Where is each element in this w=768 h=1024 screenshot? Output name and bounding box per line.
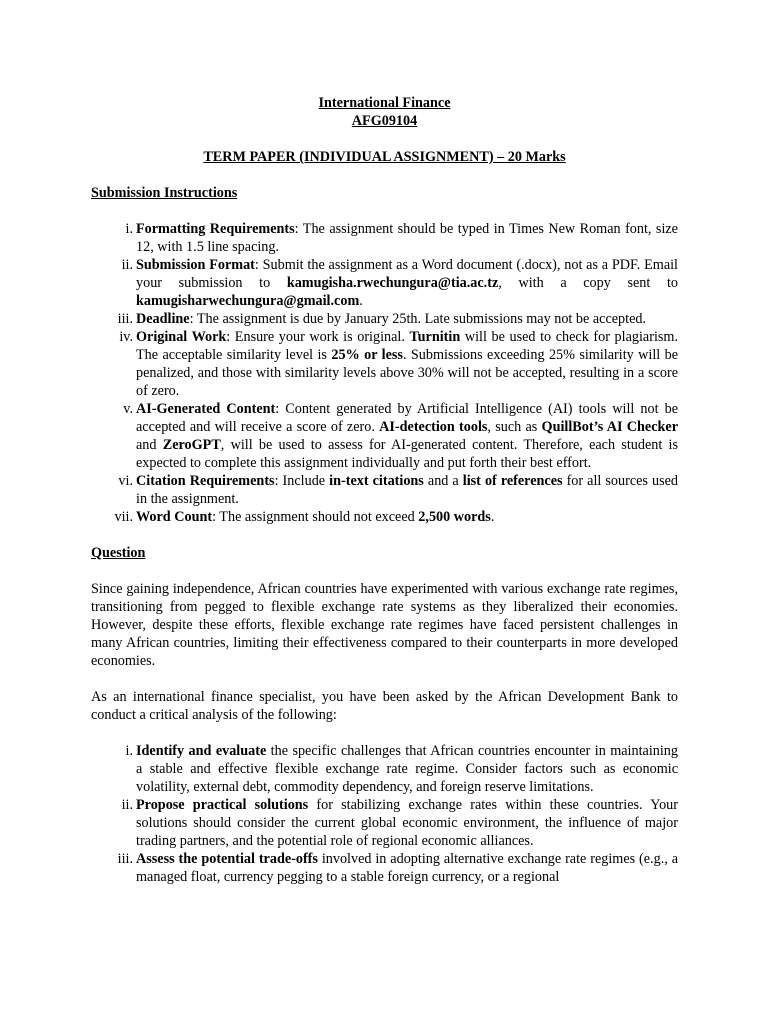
list-item-bold-text: kamugisha.rwechungura@tia.ac.tz bbox=[286, 275, 499, 291]
list-item-number: ii. bbox=[121, 797, 133, 813]
question-heading: Question bbox=[91, 545, 146, 561]
list-item-text: , with a copy sent to bbox=[498, 275, 678, 291]
list-item-text: : Content generated by Artificial Intelligence (AI) tools will not be accepted and will receive a score of zero. bbox=[136, 401, 679, 435]
list-item-number: iii. bbox=[117, 851, 133, 867]
list-item-bold-text: ZeroGPT bbox=[162, 437, 221, 453]
paper-title: TERM PAPER (INDIVIDUAL ASSIGNMENT) – 20 Marks bbox=[203, 149, 566, 165]
list-item-number: i. bbox=[125, 221, 133, 237]
question-tasks-list bbox=[91, 742, 678, 886]
list-item-bold-text: Identify and evaluate bbox=[136, 743, 267, 759]
list-item-bold-text: Propose practical solutions bbox=[136, 797, 309, 813]
list-item-text: , will be used to assess for AI-generated content. Therefore, each student is expected to complete this assignment individually and put forth their best effort. bbox=[136, 437, 678, 471]
list-item-text: and a bbox=[423, 473, 463, 489]
list-item-bold-text: Word Count bbox=[136, 509, 213, 525]
list-item-bold-text: Citation Requirements bbox=[136, 473, 275, 489]
document-body bbox=[91, 94, 678, 886]
list-item-text: : Submit the assignment as a Word document (.docx), not as a PDF. Email your submission to bbox=[136, 257, 678, 291]
list-item-text: : The assignment should not exceed bbox=[212, 509, 419, 525]
list-item bbox=[91, 508, 678, 526]
list-item-text: : Ensure your work is original. bbox=[226, 329, 410, 345]
list-item-text: . bbox=[359, 293, 363, 309]
list-item-text: and bbox=[136, 437, 163, 453]
list-item-bold-text: list of references bbox=[462, 473, 563, 489]
question-paragraph-2: As an international finance specialist, you have been asked by the African Development Bank to conduct a critical analysis of the following: bbox=[91, 689, 678, 723]
list-item bbox=[91, 256, 678, 310]
list-item-bold-text: Deadline bbox=[136, 311, 190, 327]
submission-heading: Submission Instructions bbox=[91, 185, 238, 201]
title-block bbox=[91, 94, 678, 130]
list-item-bold-text: Formatting Requirements bbox=[136, 221, 295, 237]
list-item bbox=[91, 328, 678, 400]
list-item-text: will be used to check for plagiarism. The acceptable similarity level is bbox=[136, 329, 678, 363]
list-item bbox=[91, 796, 678, 850]
list-item-bold-text: in-text citations bbox=[329, 473, 424, 489]
list-item-text: for stabilizing exchange rates within these countries. Your solutions should consider the current global economic environment, the influence of major trading partners, and the potential role of regional economic alliances. bbox=[136, 797, 678, 849]
list-item bbox=[91, 400, 678, 472]
list-item-number: vii. bbox=[114, 509, 133, 525]
list-item-number: ii. bbox=[121, 257, 133, 273]
list-item-text: , such as bbox=[487, 419, 542, 435]
list-item-bold-text: kamugisharwechungura@gmail.com bbox=[136, 293, 360, 309]
submission-instructions-list bbox=[91, 220, 678, 526]
list-item bbox=[91, 220, 678, 256]
list-item-number: v. bbox=[123, 401, 133, 417]
list-item-bold-text: AI-detection tools bbox=[379, 419, 488, 435]
list-item-number: iii. bbox=[117, 311, 133, 327]
list-item bbox=[91, 742, 678, 796]
list-item-text: involved in adopting alternative exchange rate regimes (e.g., a managed float, currency pegging to a stable foreign currency, or a regional bbox=[136, 851, 678, 885]
list-item bbox=[91, 310, 678, 328]
list-item-bold-text: Submission Format bbox=[136, 257, 255, 273]
list-item-number: iv. bbox=[119, 329, 133, 345]
list-item bbox=[91, 850, 678, 886]
list-item-bold-text: Original Work bbox=[136, 329, 227, 345]
list-item-text: the specific challenges that African countries encounter in maintaining a stable and effective flexible exchange rate regime. Consider factors such as economic volatility, external debt, commodity dependency, and foreign reserve limitations. bbox=[136, 743, 678, 795]
list-item-bold-text: 2,500 words bbox=[418, 509, 491, 525]
course-code: AFG09104 bbox=[351, 113, 418, 129]
list-item-bold-text: Assess the potential trade-offs bbox=[136, 851, 318, 867]
list-item-text: for all sources used in the assignment. bbox=[136, 473, 679, 507]
list-item-text: : Include bbox=[274, 473, 330, 489]
course-title: International Finance bbox=[318, 95, 451, 111]
list-item-text: . bbox=[490, 509, 495, 525]
list-item bbox=[91, 472, 678, 508]
list-item-bold-text: QuillBot’s AI Checker bbox=[541, 419, 678, 435]
list-item-bold-text: 25% or less bbox=[331, 347, 403, 363]
list-item-bold-text: Turnitin bbox=[409, 329, 461, 345]
list-item-text: . Submissions exceeding 25% similarity will be penalized, and those with similarity levels above 30% will not be accepted, resulting in a score of zero. bbox=[136, 347, 678, 399]
list-item-bold-text: AI-Generated Content bbox=[136, 401, 276, 417]
list-item-text: : The assignment should be typed in Times New Roman font, size 12, with 1.5 line spacing. bbox=[136, 221, 678, 255]
list-item-number: i. bbox=[125, 743, 133, 759]
list-item-number: vi. bbox=[118, 473, 133, 489]
question-paragraph-1: Since gaining independence, African countries have experimented with various exchange rate regimes, transitioning from pegged to flexible exchange rate systems as they liberalized their economies. However, despite these efforts, flexible exchange rate regimes have faced persistent challenges in many African countries, limiting their effectiveness compared to their counterparts in more developed economies. bbox=[91, 581, 678, 669]
list-item-text: : The assignment is due by January 25th. Late submissions may not be accepted. bbox=[189, 311, 647, 327]
